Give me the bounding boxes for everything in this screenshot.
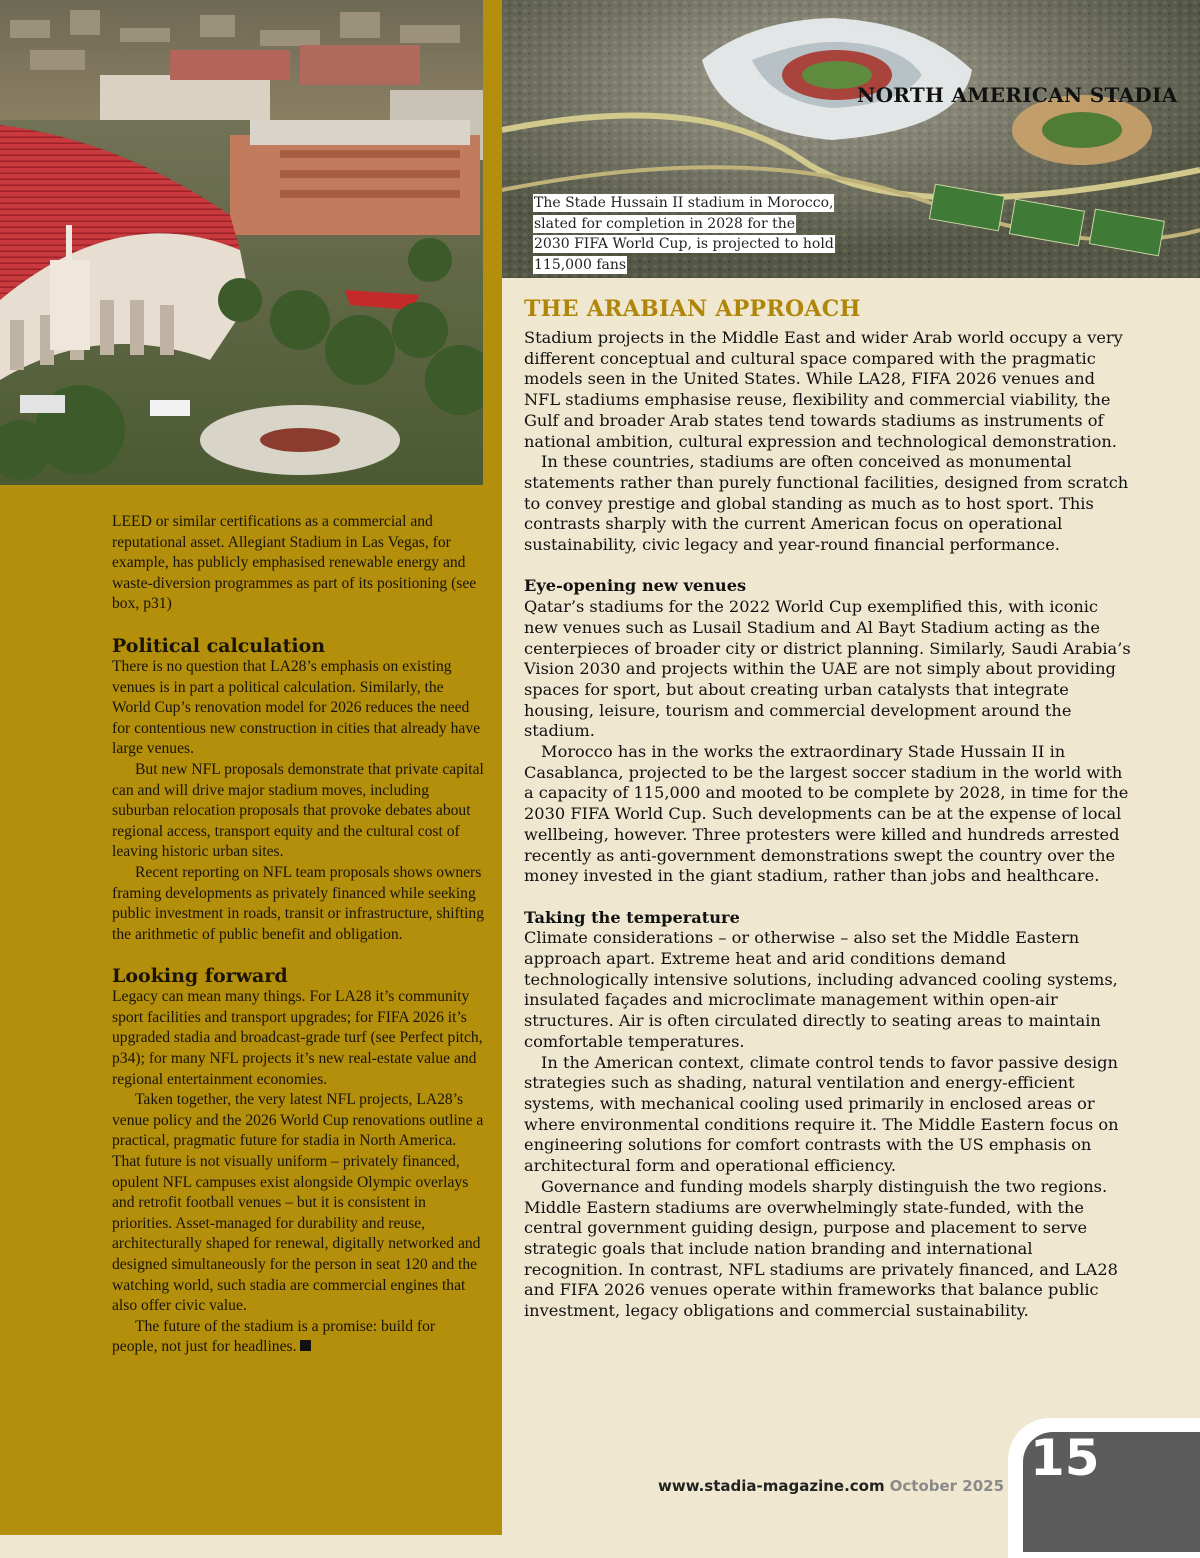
page-number: 15 — [1030, 1429, 1100, 1487]
paragraph: In the American context, climate control tends to favor passive design strategies such as shading, natural ventilation and energy-efficient systems, with mechanical cooling used primarily in enclosed areas or where environmental conditions require it. The Middle Eastern focus on engineering solutions for comfort contrasts with the US emphasis on architectural form and operational efficiency. — [524, 1052, 1119, 1176]
left-column-text — [112, 512, 484, 1358]
right-column-text — [524, 296, 1134, 1322]
paragraph: Taken together, the very latest NFL projects, LA28’s venue policy and the 2026 World Cup renovations outline a practical, pragmatic future for stadia in North America. That future is not visually uniform – privately financed, opulent NFL campuses exist alongside Olympic overlays and retrofit football venues – but it is consistent in priorities. Asset-managed for durability and reuse, architecturally shaped for renewal, digitally networked and designed simultaneously for the person in seat 120 and the watching world, such stadia are commercial engines that also offer civic value. — [112, 1091, 484, 1315]
section-tag: NORTH AMERICAN STADIA — [857, 83, 1178, 107]
paragraph: In these countries, stadiums are often conceived as monumental statements rather than purely functional facilities, designed from scratch to convey prestige and global standing as much as to host sport. This contrasts sharply with the current American focus on operational sustainability, civic legacy and year-round financial performance. — [524, 452, 1129, 555]
paragraph: Stadium projects in the Middle East and wider Arab world occupy a very different conceptual and cultural space compared with the pragmatic models seen in the United States. While LA28, FIFA 2026 venues and NFL stadiums emphasise reuse, flexibility and commercial viability, the Gulf and broader Arab states tend towards stadiums as instruments of national ambition, cultural expression and technological demonstration. — [524, 328, 1123, 451]
subheading-taking-temperature: Taking the temperature — [524, 907, 740, 927]
paragraph-text: The future of the stadium is a promise: build for people, not just for headlines. — [112, 1317, 436, 1356]
column-gutter — [483, 0, 502, 1535]
final-paragraph — [112, 1317, 484, 1358]
paragraph: There is no question that LA28’s emphasis on existing venues is in part a political calculation. Similarly, the World Cup’s renovation model for 2026 reduces the need for contentious new construction in cities that already have large venues. — [112, 657, 481, 758]
sidebar-heading: THE ARABIAN APPROACH — [524, 296, 861, 322]
end-of-article-mark — [300, 1340, 311, 1351]
photo-caption-text: The Stade Hussain II stadium in Morocco, slated for completion in 2028 for the 2030 FIFA World Cup, is projected to hold 115,000 fans — [534, 195, 834, 273]
coliseum-aerial-photo — [0, 0, 483, 485]
photo-caption — [534, 193, 834, 275]
footer — [658, 1477, 1004, 1495]
paragraph: Legacy can mean many things. For LA28 it’s community sport facilities and transport upgrades; for FIFA 2026 it’s upgraded stadia and broadcast-grade turf (see Perfect pitch, p34); for many NFL projects it’s new real-estate value and regional entertainment economies. — [112, 988, 483, 1088]
paragraph: LEED or similar certifications as a commercial and reputational asset. Allegiant Stadium in Las Vegas, for example, has publicly emphasised renewable energy and waste-diversion programmes as part of its positioning (see box, p31) — [112, 513, 477, 613]
paragraph: Morocco has in the works the extraordinary Stade Hussain II in Casablanca, projected to be the largest soccer stadium in the world with a capacity of 115,000 and mooted to be complete by 2028, in time for the 2030 FIFA World Cup. Such developments can be at the expense of local wellbeing, however. Three protesters were killed and hundreds arrested recently as anti-government demonstrations swept the country over the money invested in the giant stadium, rather than jobs and healthcare. — [524, 742, 1129, 886]
subheading-looking-forward: Looking forward — [112, 965, 288, 988]
paragraph: Governance and funding models sharply distinguish the two regions. Middle Eastern stadiums are overwhelmingly state-funded, with the central government guiding design, purpose and placement to serve strategic goals that include nation branding and international recognition. In contrast, NFL stadiums are privately financed, and LA28 and FIFA 2026 venues operate within frameworks that balance public investment, legacy obligations and commercial sustainability. — [524, 1176, 1118, 1321]
subheading-political-calculation: Political calculation — [112, 634, 326, 657]
footer-url: www.stadia-magazine.com — [658, 1477, 885, 1495]
paragraph: Climate considerations – or otherwise – also set the Middle Eastern approach apart. Extreme heat and arid conditions demand technologically intensive solutions, including advanced cooling systems, insulated façades and microclimate management within open-air structures. Air is often circulated directly to seating areas to maintain comfortable temperatures. — [524, 928, 1118, 1051]
paragraph: But new NFL proposals demonstrate that private capital can and will drive major stadium moves, including suburban relocation proposals that provoke debates about regional access, transport equity and the cultural cost of leaving historic urban sites. — [112, 760, 484, 861]
subheading-eye-opening: Eye-opening new venues — [524, 576, 747, 596]
footer-date: October 2025 — [889, 1477, 1005, 1495]
paragraph: Recent reporting on NFL team proposals shows owners framing developments as privately financed while seeking public investment in roads, transit or infrastructure, shifting the arithmetic of public benefit and obligation. — [112, 863, 485, 943]
paragraph: Qatar’s stadiums for the 2022 World Cup exemplified this, with iconic new venues such as Lusail Stadium and Al Bayt Stadium acting as the centerpieces of broader city or district planning. Similarly, Saudi Arabia’s Vision 2030 and projects within the UAE are not simply about providing spaces for sport, but about creating urban catalysts that integrate housing, leisure, tourism and commercial development around the stadium. — [524, 597, 1131, 741]
